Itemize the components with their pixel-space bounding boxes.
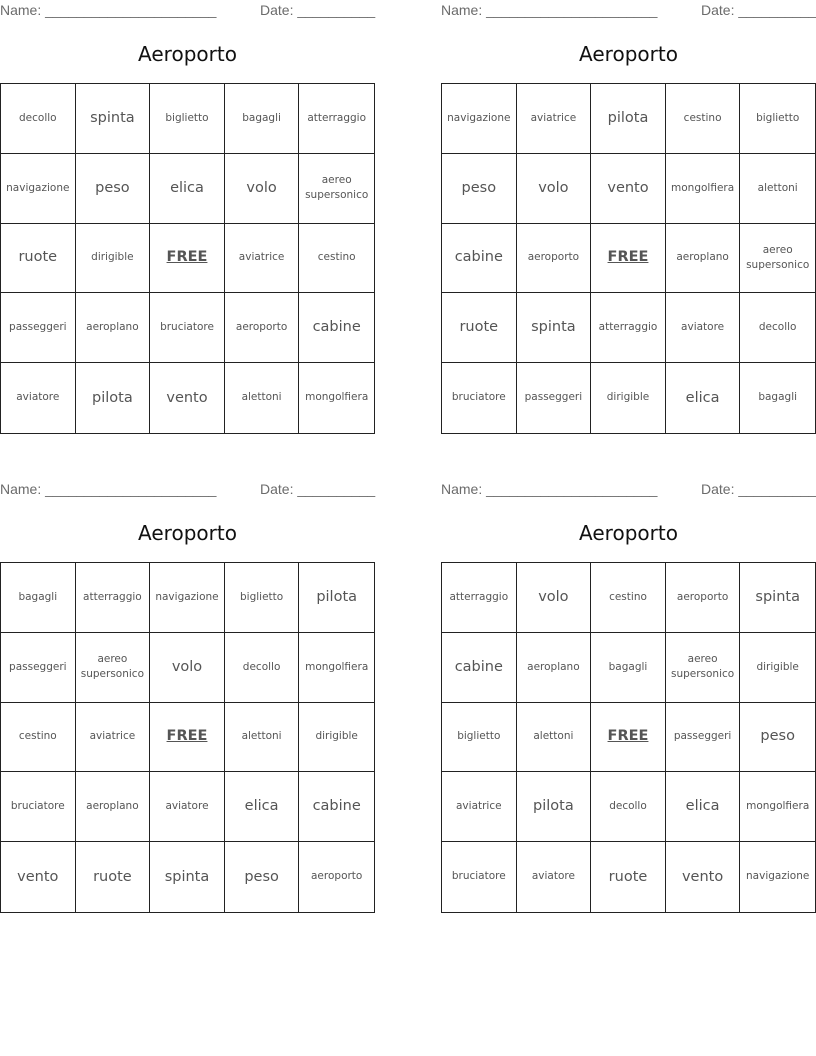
bingo-cell: aeroplano	[666, 224, 741, 294]
bingo-cell: peso	[76, 154, 151, 224]
name-date-line	[441, 0, 816, 22]
bingo-grid	[441, 562, 816, 913]
bingo-cell: aviatrice	[225, 224, 300, 294]
bingo-cell: aviatrice	[442, 772, 517, 842]
bingo-cell: decollo	[225, 633, 300, 703]
bingo-cell: aereo supersonico	[666, 633, 741, 703]
bingo-cell: passeggeri	[517, 363, 592, 433]
bingo-cell: passeggeri	[1, 633, 76, 703]
bingo-cell: ruote	[442, 293, 517, 363]
bingo-cell: bagagli	[758, 391, 798, 404]
bingo-cell: aviatore	[666, 293, 741, 363]
bingo-cell: spinta	[517, 293, 592, 363]
bingo-cell: pilota	[299, 563, 374, 633]
bingo-cell: vento	[591, 154, 666, 224]
bingo-cell: aeroporto	[666, 563, 741, 633]
bingo-cell: dirigible	[591, 363, 666, 433]
bingo-cell: aviatore	[1, 363, 76, 433]
bingo-cell: cestino	[299, 224, 374, 294]
bingo-cell: aeroplano	[517, 633, 592, 703]
bingo-cell: volo	[517, 563, 592, 633]
free-space-cell: FREE	[591, 703, 666, 773]
bingo-cell: vento	[666, 842, 741, 912]
bingo-cell: decollo	[740, 293, 815, 363]
name-field-label: Name: ______________________	[0, 2, 217, 18]
bingo-cell: dirigible	[299, 703, 374, 773]
name-date-line	[0, 479, 375, 501]
name-date-line	[441, 479, 816, 501]
bingo-cell: aviatore	[517, 842, 592, 912]
bingo-cell: bagagli	[591, 633, 666, 703]
card-title: Aeroporto	[579, 42, 678, 66]
bingo-cell: aeroplano	[76, 772, 151, 842]
free-space-cell: FREE	[150, 703, 225, 773]
bingo-cell: aeroporto	[225, 293, 300, 363]
bingo-cell: elica	[666, 772, 741, 842]
bingo-cell: decollo	[1, 84, 76, 154]
date-field-label: Date: __________	[701, 481, 816, 497]
bingo-cell: bagagli	[1, 563, 76, 633]
bingo-grid	[0, 83, 375, 434]
bingo-cell: aviatore	[150, 772, 225, 842]
name-date-line	[0, 0, 375, 22]
bingo-cell: passeggeri	[666, 703, 741, 773]
bingo-cell: atterraggio	[442, 563, 517, 633]
bingo-cell: cestino	[666, 84, 741, 154]
bingo-cell: pilota	[591, 84, 666, 154]
bingo-cell: aeroporto	[311, 870, 363, 883]
bingo-cell: volo	[150, 633, 225, 703]
bingo-cell: biglietto	[150, 84, 225, 154]
bingo-cell: mongolfiera	[666, 154, 741, 224]
bingo-cell: peso	[225, 842, 300, 912]
bingo-cell: bruciatore	[442, 363, 517, 433]
bingo-cell: navigazione	[150, 563, 225, 633]
bingo-cell: aereo supersonico	[76, 633, 151, 703]
bingo-cell: cabine	[442, 224, 517, 294]
bingo-cell: cestino	[591, 563, 666, 633]
bingo-cell: biglietto	[740, 84, 815, 154]
bingo-grid	[0, 562, 375, 913]
bingo-grid	[441, 83, 816, 434]
bingo-cell: bagagli	[225, 84, 300, 154]
bingo-cell: bruciatore	[1, 772, 76, 842]
bingo-cell: cabine	[299, 772, 374, 842]
bingo-cell: aeroporto	[517, 224, 592, 294]
bingo-cell: atterraggio	[76, 563, 151, 633]
bingo-cell: navigazione	[1, 154, 76, 224]
bingo-cell: pilota	[76, 363, 151, 433]
bingo-cell: alettoni	[225, 703, 300, 773]
bingo-cell: elica	[150, 154, 225, 224]
bingo-cell: spinta	[76, 84, 151, 154]
bingo-cell: vento	[150, 363, 225, 433]
date-field-label: Date: __________	[260, 481, 376, 497]
bingo-cell: navigazione	[442, 84, 517, 154]
bingo-cell: elica	[225, 772, 300, 842]
bingo-cell: peso	[740, 703, 815, 773]
bingo-cell: dirigible	[740, 633, 815, 703]
bingo-cell: ruote	[1, 224, 76, 294]
name-field-label: Name: ______________________	[441, 481, 658, 497]
bingo-cell: passeggeri	[1, 293, 76, 363]
bingo-cell: decollo	[591, 772, 666, 842]
date-field-label: Date: __________	[701, 2, 816, 18]
bingo-cell: ruote	[76, 842, 151, 912]
bingo-cell: elica	[666, 363, 741, 433]
bingo-cell: bruciatore	[150, 293, 225, 363]
card-title: Aeroporto	[138, 521, 237, 545]
bingo-cell: aereo supersonico	[740, 224, 815, 294]
bingo-cell: peso	[442, 154, 517, 224]
card-title: Aeroporto	[138, 42, 237, 66]
bingo-cell: volo	[225, 154, 300, 224]
bingo-cell: atterraggio	[591, 293, 666, 363]
bingo-cell: spinta	[150, 842, 225, 912]
bingo-cell: bruciatore	[442, 842, 517, 912]
bingo-cell: aviatrice	[517, 84, 592, 154]
card-title: Aeroporto	[579, 521, 678, 545]
bingo-cell: alettoni	[225, 363, 300, 433]
bingo-cell: ruote	[591, 842, 666, 912]
bingo-cell: biglietto	[442, 703, 517, 773]
bingo-cell: pilota	[517, 772, 592, 842]
bingo-cell: aviatrice	[76, 703, 151, 773]
bingo-cell: biglietto	[225, 563, 300, 633]
bingo-cell: navigazione	[746, 870, 810, 883]
bingo-cell: cabine	[442, 633, 517, 703]
name-field-label: Name: ______________________	[0, 481, 217, 497]
name-field-label: Name: ______________________	[441, 2, 658, 18]
date-field-label: Date: __________	[260, 2, 376, 18]
free-space-cell: FREE	[150, 224, 225, 294]
bingo-cell: mongolfiera	[305, 391, 369, 404]
bingo-cell: dirigible	[76, 224, 151, 294]
bingo-cell: volo	[517, 154, 592, 224]
bingo-cell: alettoni	[740, 154, 815, 224]
bingo-cell: cestino	[1, 703, 76, 773]
bingo-cell: alettoni	[517, 703, 592, 773]
bingo-cell: cabine	[299, 293, 374, 363]
bingo-cell: aeroplano	[76, 293, 151, 363]
bingo-cell: vento	[1, 842, 76, 912]
bingo-cell: mongolfiera	[740, 772, 815, 842]
bingo-cell: spinta	[740, 563, 815, 633]
bingo-cell: aereo supersonico	[299, 154, 374, 224]
free-space-cell: FREE	[591, 224, 666, 294]
bingo-cell: mongolfiera	[299, 633, 374, 703]
bingo-cell: atterraggio	[299, 84, 374, 154]
